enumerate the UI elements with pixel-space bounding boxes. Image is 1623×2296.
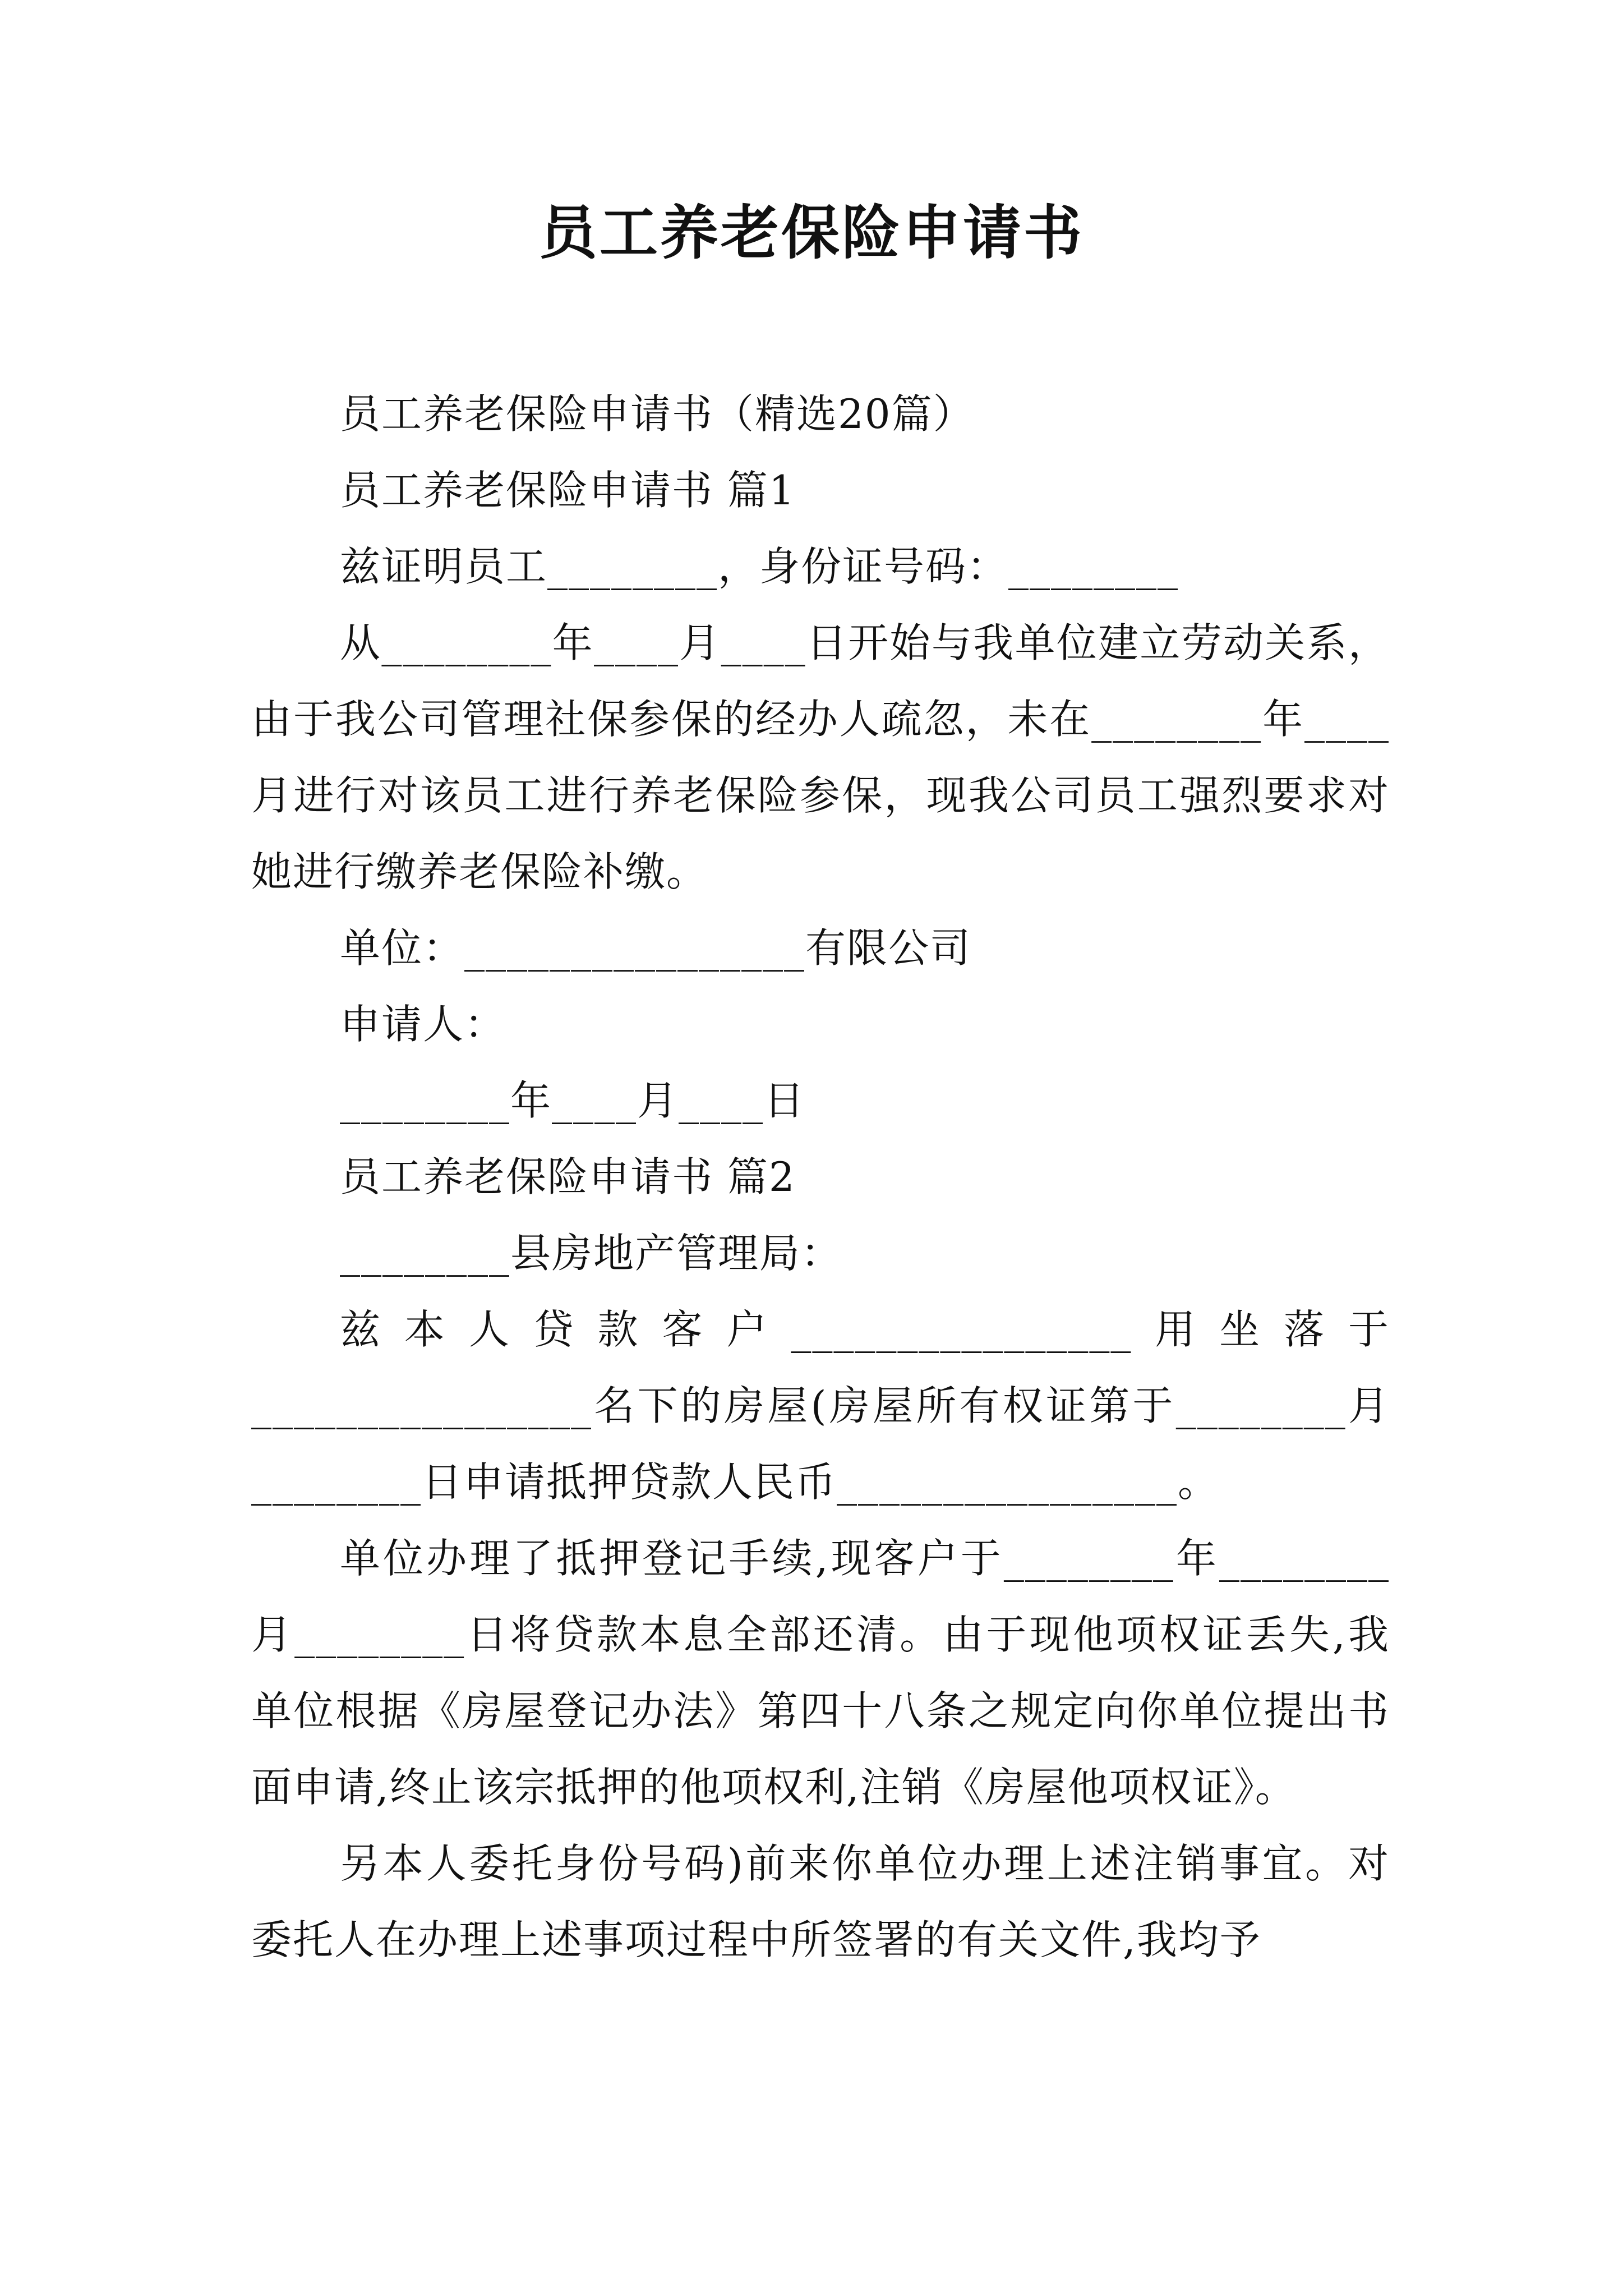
paragraph-entrust-statement: 另本人委托身份号码)前来你单位办理上述注销事宜。对委托人在办理上述事项过程中所签署的有关文件,我均予 <box>251 1840 1390 1963</box>
paragraph-section-1-heading: 员工养老保险申请书 篇1 <box>340 467 796 514</box>
paragraph-loan-statement: 兹本人贷款客户________________用坐落于________________名下的房屋(房屋所有权证第于________月________日申请抵押贷款人民币________________。 <box>251 1306 1390 1506</box>
paragraph-employee-id: 兹证明员工________，身份证号码：________ <box>340 543 1179 590</box>
paragraph-subtitle: 员工养老保险申请书（精选20篇） <box>340 390 975 438</box>
paragraph-date: ________年____月____日 <box>340 1077 805 1124</box>
paragraph-section-2-heading: 员工养老保险申请书 篇2 <box>340 1153 796 1200</box>
paragraph-mortgage-statement: 单位办理了抵押登记手续,现客户于________年________月________日将贷款本息全部还清。由于现他项权证丢失,我单位根据《房屋登记办法》第四十八条之规定向你单位提出书面申请,终止该宗抵押的他项权利,注销《房屋他项权证》。 <box>251 1535 1390 1811</box>
paragraph-company: 单位：________________有限公司 <box>340 924 972 972</box>
document-body <box>251 376 1390 1978</box>
paragraph-applicant: 申请人： <box>340 1001 506 1048</box>
document-title: 员工养老保险申请书 <box>538 198 1084 267</box>
paragraph-addressee: ________县房地产管理局： <box>340 1230 843 1277</box>
paragraph-employment-statement: 从________年____月____日开始与我单位建立劳动关系，由于我公司管理社保参保的经办人疏忽，未在________年____月进行对该员工进行养老保险参保，现我公司员工强烈要求对她进行缴养老保险补缴。 <box>251 619 1390 895</box>
